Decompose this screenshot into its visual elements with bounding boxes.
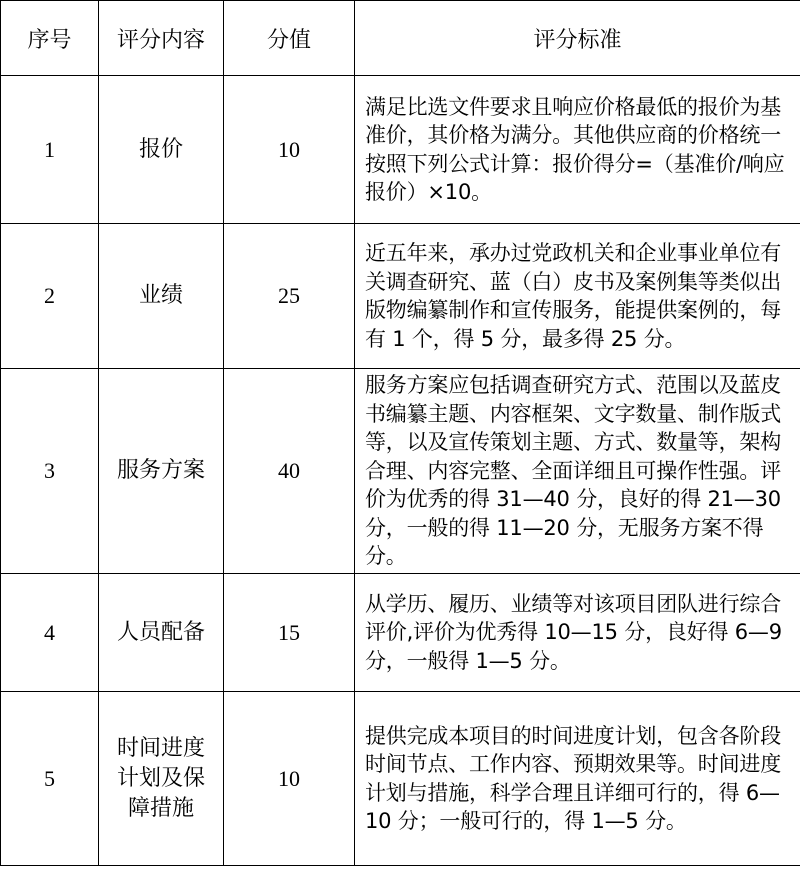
row-item: 时间进度计划及保障措施: [99, 692, 224, 866]
row-no: 5: [1, 692, 99, 866]
row-item: 报价: [99, 76, 224, 224]
header-item: 评分内容: [99, 1, 224, 76]
table-row: [1, 224, 800, 369]
row-item: 业绩: [99, 224, 224, 369]
row-no: 1: [1, 76, 99, 224]
header-criteria: 评分标准: [355, 1, 800, 76]
header-no: 序号: [1, 1, 99, 76]
row-no: 4: [1, 574, 99, 692]
row-no: 2: [1, 224, 99, 369]
row-criteria: 近五年来，承办过党政机关和企业事业单位有关调查研究、蓝（白）皮书及案例集等类似出版物编纂制作和宣传服务，能提供案例的，每有 1 个，得 5 分，最多得 25 分。: [355, 224, 800, 369]
row-item: 人员配备: [99, 574, 224, 692]
row-score: 40: [224, 369, 355, 574]
row-score: 10: [224, 76, 355, 224]
row-score: 15: [224, 574, 355, 692]
row-no: 3: [1, 369, 99, 574]
row-criteria: 从学历、履历、业绩等对该项目团队进行综合评价,评价为优秀得 10—15 分，良好得 6—9 分，一般得 1—5 分。: [355, 574, 800, 692]
header-score: 分值: [224, 1, 355, 76]
table-row: [1, 692, 800, 866]
table-row: [1, 574, 800, 692]
table-row: [1, 369, 800, 574]
header-row: [1, 1, 800, 76]
row-criteria: 满足比选文件要求且响应价格最低的报价为基准价，其价格为满分。其他供应商的价格统一按照下列公式计算：报价得分=（基准价/响应报价）×10。: [355, 76, 800, 224]
row-criteria: 服务方案应包括调查研究方式、范围以及蓝皮书编纂主题、内容框架、文字数量、制作版式等，以及宣传策划主题、方式、数量等，架构合理、内容完整、全面详细且可操作性强。评价为优秀的得 31—40 分，良好的得 21—30 分，一般的得 11—20 分，无服务方案不得分。: [355, 369, 800, 574]
row-score: 25: [224, 224, 355, 369]
row-score: 10: [224, 692, 355, 866]
row-criteria: 提供完成本项目的时间进度计划，包含各阶段时间节点、工作内容、预期效果等。时间进度计划与措施，科学合理且详细可行的，得 6—10 分；一般可行的，得 1—5 分。: [355, 692, 800, 866]
row-item: 服务方案: [99, 369, 224, 574]
table-row: [1, 76, 800, 224]
